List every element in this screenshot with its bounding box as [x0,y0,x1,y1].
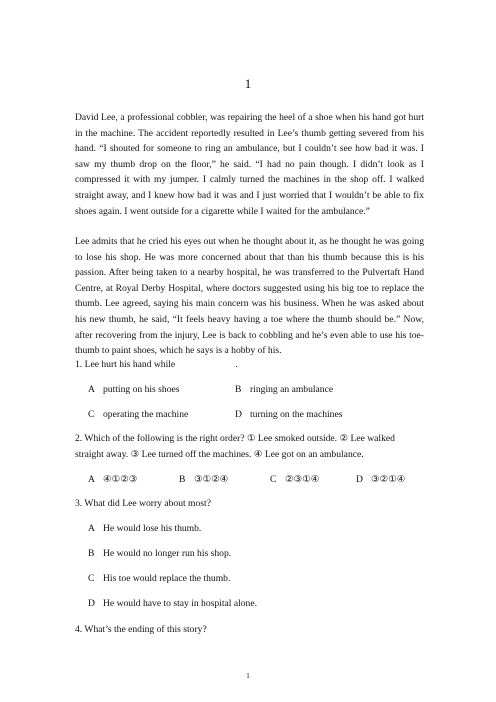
passage-paragraph-1: David Lee, a professional cobbler, was repairing the heel of a shoe when his hand got hurt in the machine. The accident reportedly resulted in Lee’s thumb getting severed from his hand. “I shouted for someone to ring an ambulance, but I couldn’t see how bad it was. I saw my thumb drop on the floor,” he said. “I had no pain though. I didn’t look as I compressed it with my jumper. I calmly turned the machines in the shop off. I walked straight away, and I knew how bad it was and I just worried that I wouldn’t be able to fix shoes again. I went outside for a cigarette while I waited for the ambulance.” [75,112,424,217]
question-1-option-d[interactable] [235,407,342,423]
option-letter: A [88,474,95,485]
option-letter: B [235,384,242,395]
option-text: ③②①④ [371,474,406,485]
option-text: ②③①④ [285,474,320,485]
option-letter: A [88,384,95,395]
question-2-stem: 2. Which of the following is the right order? ① Lee smoked outside. ② Lee walked straight away. ③ Lee turned off the machines. ④ Lee got on an ambulance. [75,433,395,460]
option-text: He would no longer run his shop. [103,548,232,559]
option-letter: D [88,598,95,609]
option-text: He would lose his thumb. [103,523,202,534]
question-2-option-c[interactable] [270,472,319,488]
page-number-bottom: 1 [246,672,250,680]
option-text: turning on the machines [250,409,343,420]
page-number-top: 1 [244,76,252,91]
question-1-option-a[interactable] [88,382,180,398]
question-1-text: 1. Lee hurt his hand while [75,359,176,370]
question-3-option-a[interactable] [88,521,201,537]
question-3-option-d[interactable] [88,596,257,612]
question-3-stem: 3. What did Lee worry about most? [75,498,211,509]
option-letter: B [179,474,186,485]
question-1-option-b[interactable] [235,382,333,398]
option-text: putting on his shoes [103,384,180,395]
question-1-option-c[interactable] [88,407,188,423]
question-2-option-d[interactable] [356,472,405,488]
option-text: operating the machine [103,409,189,420]
passage-paragraph-2: Lee admits that he cried his eyes out when he thought about it, as he thought he was going to lose his shop. He was more concerned about that than his thumb because this is his passion. After being taken to a nearby hospital, he was transferred to the Pulvertaft Hand Centre, at Royal Derby Hospital, where doctors suggested using his big toe to replace the thumb. Lee agreed, saying his main concern was his business. When he was asked about his new thumb, he said, “It feels heavy having a toe where the thumb should be.” Now, after recovering from the injury, Lee is back to cobbling and he’s even able to use his toe-thumb to paint shoes, which he says is a hobby of his. [75,236,424,357]
question-2-option-b[interactable] [179,472,228,488]
question-4-stem: 4. What’s the ending of this story? [75,624,207,635]
option-letter: D [356,474,363,485]
question-3-option-c[interactable] [88,571,230,587]
option-letter: C [88,573,95,584]
option-letter: C [270,474,277,485]
question-1-stem [75,357,238,373]
option-letter: C [88,409,95,420]
option-letter: D [235,409,242,420]
question-1-stem-end: . [235,359,238,370]
option-text: He would have to stay in hospital alone. [103,598,258,609]
option-letter: A [88,523,95,534]
option-text: ③①②④ [194,474,229,485]
option-letter: B [88,548,95,559]
question-3-option-b[interactable] [88,546,231,562]
option-text: ringing an ambulance [250,384,334,395]
option-text: ④①②③ [103,474,138,485]
question-2-option-a[interactable] [88,472,137,488]
option-text: His toe would replace the thumb. [103,573,231,584]
